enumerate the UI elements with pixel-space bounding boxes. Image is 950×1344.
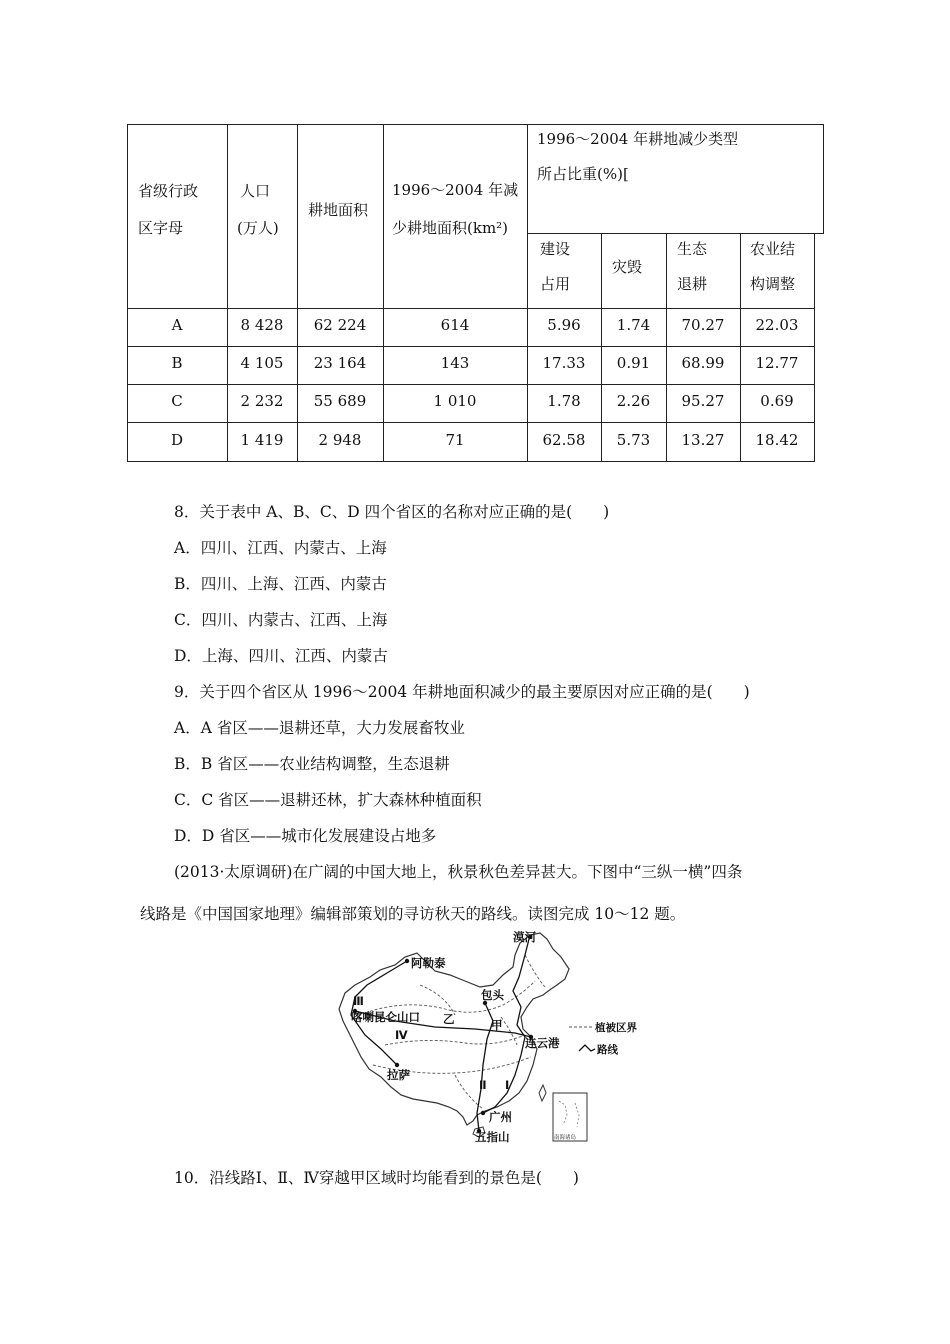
- city-dot-guangzhou: [481, 1111, 485, 1115]
- cell-reduced: 614: [440, 316, 470, 334]
- header-construction-line1: 建设: [540, 240, 571, 258]
- label-karakoram: 喀喇昆仑山口: [351, 1010, 420, 1024]
- header-agri-line2: 构调整: [750, 275, 796, 293]
- map-legend: [569, 1021, 637, 1056]
- city-dot-aletai: [405, 959, 409, 963]
- label-route-iii: Ⅲ: [353, 994, 364, 1008]
- label-aletai: 阿勒泰: [411, 956, 446, 970]
- cell-v3: 68.99: [681, 354, 725, 372]
- cell-v3: 13.27: [681, 431, 725, 449]
- cell-id: D: [170, 431, 184, 449]
- question-8-option-b: B．四川、上海、江西、内蒙古: [174, 575, 387, 593]
- cell-v4: 22.03: [755, 316, 799, 334]
- cell-v2: 2.26: [616, 392, 651, 410]
- cell-v1: 5.96: [547, 316, 581, 334]
- cell-v3: 70.27: [681, 316, 725, 334]
- cell-v1: 62.58: [542, 431, 586, 449]
- china-autumn-routes-map: [325, 925, 637, 1147]
- cell-pop: 2 232: [240, 392, 284, 410]
- cell-v1: 1.78: [547, 392, 581, 410]
- label-route-ii: Ⅱ: [479, 1078, 487, 1092]
- cell-reduced: 1 010: [433, 392, 477, 410]
- cell-v2: 1.74: [616, 316, 651, 334]
- taiwan-island: [539, 1085, 546, 1101]
- south-china-sea-inset: [553, 1093, 587, 1141]
- header-population-line2: (万人): [237, 219, 279, 237]
- header-agri-line1: 农业结: [750, 240, 796, 258]
- question-8-option-c: C．四川、内蒙古、江西、上海: [174, 611, 388, 629]
- header-types-line2: 所占比重(%)[: [537, 165, 629, 183]
- cell-v1: 17.33: [542, 354, 586, 372]
- question-10-stem: 10．沿线路Ⅰ、Ⅱ、Ⅳ穿越甲区域时均能看到的景色是( ): [174, 1169, 579, 1187]
- label-lasa: 拉萨: [387, 1068, 410, 1082]
- cell-v2: 5.73: [616, 431, 651, 449]
- city-dot-lasa: [395, 1063, 399, 1067]
- header-types-line1: 1996～2004 年耕地减少类型: [537, 130, 739, 148]
- label-route-i: Ⅰ: [505, 1078, 510, 1092]
- question-9-stem: 9．关于四个省区从 1996～2004 年耕地面积减少的最主要原因对应正确的是( ): [174, 683, 750, 701]
- label-mohe: 漠河: [513, 930, 536, 944]
- cell-land: 55 689: [313, 392, 367, 410]
- cell-pop: 8 428: [240, 316, 284, 334]
- label-route-iv: Ⅳ: [395, 1028, 408, 1042]
- label-lianyungang: 连云港: [525, 1036, 560, 1050]
- cell-reduced: 71: [445, 431, 465, 449]
- cell-reduced: 143: [440, 354, 470, 372]
- cell-land: 62 224: [313, 316, 367, 334]
- header-reduced-line2: 少耕地面积(km²): [392, 219, 509, 237]
- question-9-option-d: D．D 省区——城市化发展建设占地多: [174, 827, 437, 845]
- intro-line-2: 线路是《中国国家地理》编辑部策划的寻访秋天的路线。读图完成 10～12 题。: [140, 905, 686, 923]
- cell-land: 2 948: [318, 431, 362, 449]
- question-9-option-a: A．A 省区——退耕还草，大力发展畜牧业: [174, 719, 465, 737]
- question-8-stem: 8．关于表中 A、B、C、D 四个省区的名称对应正确的是( ): [174, 503, 610, 521]
- cell-land: 23 164: [313, 354, 367, 372]
- question-9-option-b: B．B 省区——农业结构调整，生态退耕: [174, 755, 450, 773]
- cell-v4: 18.42: [755, 431, 799, 449]
- header-construction-line2: 占用: [540, 275, 571, 293]
- cell-v4: 0.69: [760, 392, 794, 410]
- cell-pop: 4 105: [240, 354, 284, 372]
- header-farmland: 耕地面积: [308, 201, 369, 219]
- label-yi: 乙: [443, 1012, 455, 1026]
- legend-boundary-label: 植被区界: [595, 1022, 637, 1034]
- label-baotou: 包头: [481, 988, 504, 1002]
- header-reduced-line1: 1996～2004 年减: [392, 181, 519, 199]
- header-population-line1: 人口: [240, 182, 271, 200]
- cell-pop: 1 419: [240, 431, 284, 449]
- header-region-line2: 区字母: [138, 219, 184, 237]
- china-outline: [339, 933, 569, 1125]
- cell-v3: 95.27: [681, 392, 725, 410]
- legend-route-label: 路线: [597, 1044, 618, 1056]
- label-jia: 甲: [491, 1018, 503, 1032]
- header-eco-line1: 生态: [677, 240, 708, 258]
- header-eco-line2: 退耕: [677, 275, 708, 293]
- header-disaster: 灾毁: [612, 258, 643, 276]
- question-8-option-d: D．上海、四川、江西、内蒙古: [174, 647, 388, 665]
- cell-id: A: [171, 316, 183, 334]
- cell-id: C: [171, 392, 183, 410]
- cell-id: B: [171, 354, 183, 372]
- header-region-line1: 省级行政: [138, 182, 199, 200]
- label-guangzhou: 广州: [489, 1110, 512, 1124]
- label-wuzhishan: 五指山: [475, 1130, 510, 1144]
- intro-line-1: (2013·太原调研)在广阔的中国大地上，秋景秋色差异甚大。下图中“三纵一横”四条: [174, 863, 743, 881]
- label-nanhai: 南海诸岛: [554, 1135, 577, 1141]
- cell-v2: 0.91: [616, 354, 651, 372]
- cell-v4: 12.77: [755, 354, 799, 372]
- question-9-option-c: C．C 省区——退耕还林，扩大森林种植面积: [174, 791, 482, 809]
- question-8-option-a: A．四川、江西、内蒙古、上海: [174, 539, 387, 557]
